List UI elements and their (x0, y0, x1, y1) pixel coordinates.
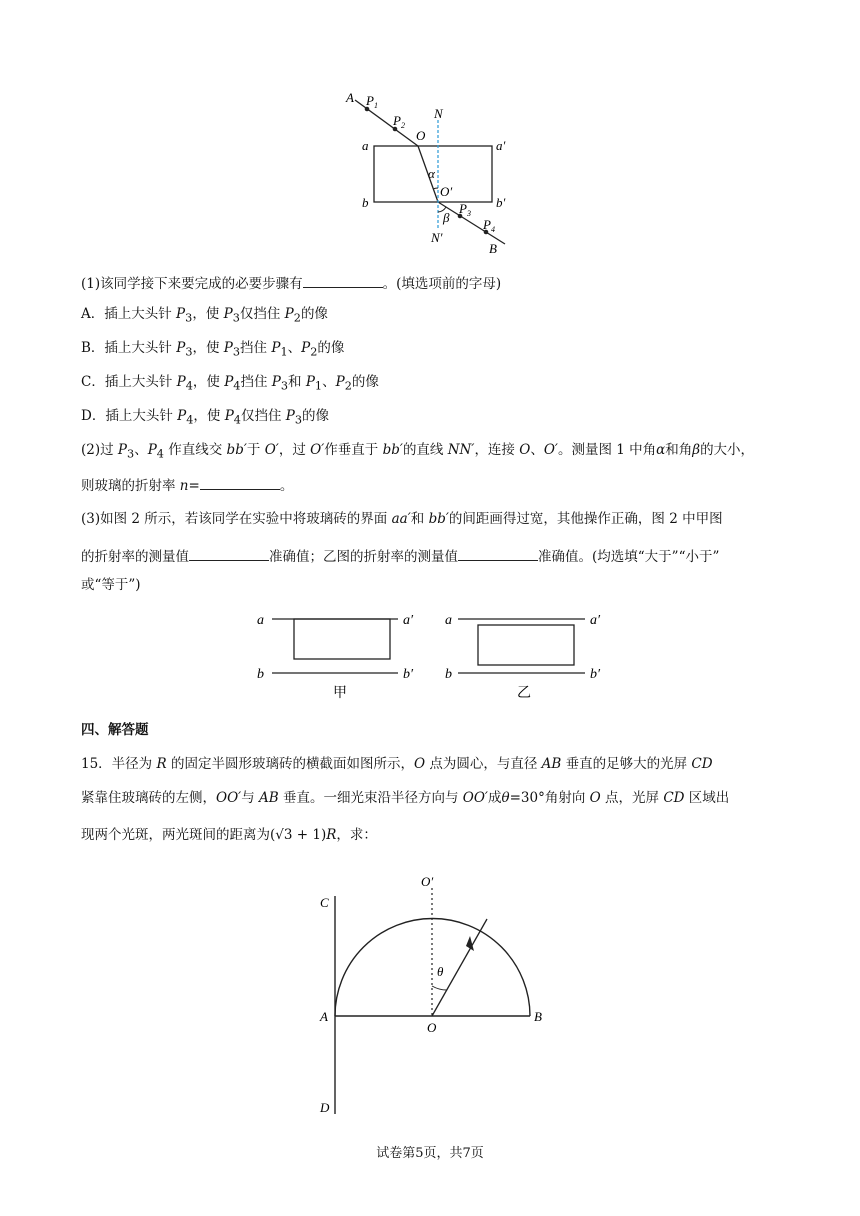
label-a: a (362, 138, 369, 153)
jia-glass-block (294, 619, 390, 659)
q1-stem: (1)该同学接下来要完成的必要步骤有 。(填选项前的字母) (81, 273, 501, 293)
q2-line-2: 则玻璃的折射率 n= 。 (81, 475, 293, 495)
q1-option-b: B．插上大头针 $P_3$，使 $P_3$挡住 $P_1$、$P_2$的像 (81, 340, 345, 359)
yi-caption: 乙 (517, 686, 531, 701)
q3-line-3: 或“等于”) (81, 577, 141, 593)
q2-line-1: (2)过 $P_3$、$P_4$ 作直线交 bb′于 O′，过 O′作垂直于 bb′的直线 NN′，连接 O、O′。测量图 1 中角α和角β的大小， (81, 442, 755, 461)
q1-option-a: A．插上大头针 $P_3$，使 $P_3$仅挡住 $P_2$的像 (81, 306, 328, 325)
label-beta: β (443, 210, 450, 225)
label-theta: θ (437, 964, 444, 979)
q3-answer-blank-2[interactable] (458, 546, 538, 561)
label-A: A (346, 90, 354, 105)
label-alpha: α (428, 166, 435, 181)
label-C: C (320, 895, 329, 910)
q15-line-2: 紧靠住玻璃砖的左侧，OO′与 AB 垂直。一细光束沿半径方向与 OO′成θ=30°角射向 O 点，光屏 CD 区域出 (81, 790, 730, 806)
q3-answer-blank-1[interactable] (189, 546, 269, 561)
q1-option-d: D．插上大头针 $P_4$，使 $P_4$仅挡住 $P_3$的像 (81, 408, 330, 427)
yi-glass-block (478, 625, 574, 665)
figure-3-semicircle-diagram (310, 865, 560, 1125)
jia-label-a-prime: a′ (403, 613, 414, 628)
yi-label-b-prime: b′ (590, 667, 601, 682)
label-A: A (320, 1009, 328, 1024)
jia-caption: 甲 (333, 686, 347, 701)
figure-2-diagrams (250, 605, 620, 705)
q1-answer-blank[interactable] (303, 273, 383, 288)
label-P4: $P_4$ (483, 217, 495, 234)
label-N: N (434, 106, 443, 121)
label-N-prime: N′ (431, 230, 443, 245)
label-B: B (534, 1009, 542, 1024)
yi-label-b: b (445, 667, 452, 682)
q3-line-1: (3)如图 2 所示，若该同学在实验中将玻璃砖的界面 aa′和 bb′的间距画得过宽，其他操作正确，图 2 中甲图 (81, 511, 723, 527)
label-O-prime: O′ (421, 874, 434, 889)
q2-answer-blank[interactable] (200, 475, 280, 490)
figure-1-refraction-diagram (330, 82, 530, 262)
alpha-arc (433, 188, 438, 189)
yi-label-a-prime: a′ (590, 613, 601, 628)
label-a-prime: a′ (496, 138, 506, 153)
page-footer: 试卷第5页，共7页 (376, 1146, 484, 1161)
jia-label-b-prime: b′ (403, 667, 414, 682)
jia-label-b: b (257, 667, 264, 682)
section-heading: 四、解答题 (81, 722, 149, 738)
theta-arc (432, 986, 447, 990)
q15-line-1: 15．半径为 R 的固定半圆形玻璃砖的横截面如图所示，O 点为圆心，与直径 AB 垂直的足够大的光屏 CD (81, 756, 713, 772)
label-O: O (416, 128, 426, 143)
label-b-prime: b′ (496, 195, 506, 210)
q1-option-c: C．插上大头针 $P_4$，使 $P_4$挡住 $P_3$和 $P_1$、$P_2$的像 (81, 374, 379, 393)
yi-label-a: a (445, 613, 452, 628)
q3-line-2: 的折射率的测量值 准确值；乙图的折射率的测量值 准确值。(均选填“大于”“小于” (81, 546, 719, 566)
label-O: O (427, 1020, 437, 1035)
label-O-prime: O′ (440, 184, 453, 199)
label-P2: $P_2$ (393, 113, 405, 130)
q15-line-3: 现两个光斑，两光斑间的距离为(√3 + 1)R，求： (81, 827, 377, 843)
label-B: B (489, 241, 497, 256)
label-D: D (320, 1100, 330, 1115)
label-b: b (362, 195, 369, 210)
label-P3: $P_3$ (459, 201, 471, 218)
label-P1: $P_1$ (366, 93, 378, 110)
jia-label-a: a (257, 613, 264, 628)
